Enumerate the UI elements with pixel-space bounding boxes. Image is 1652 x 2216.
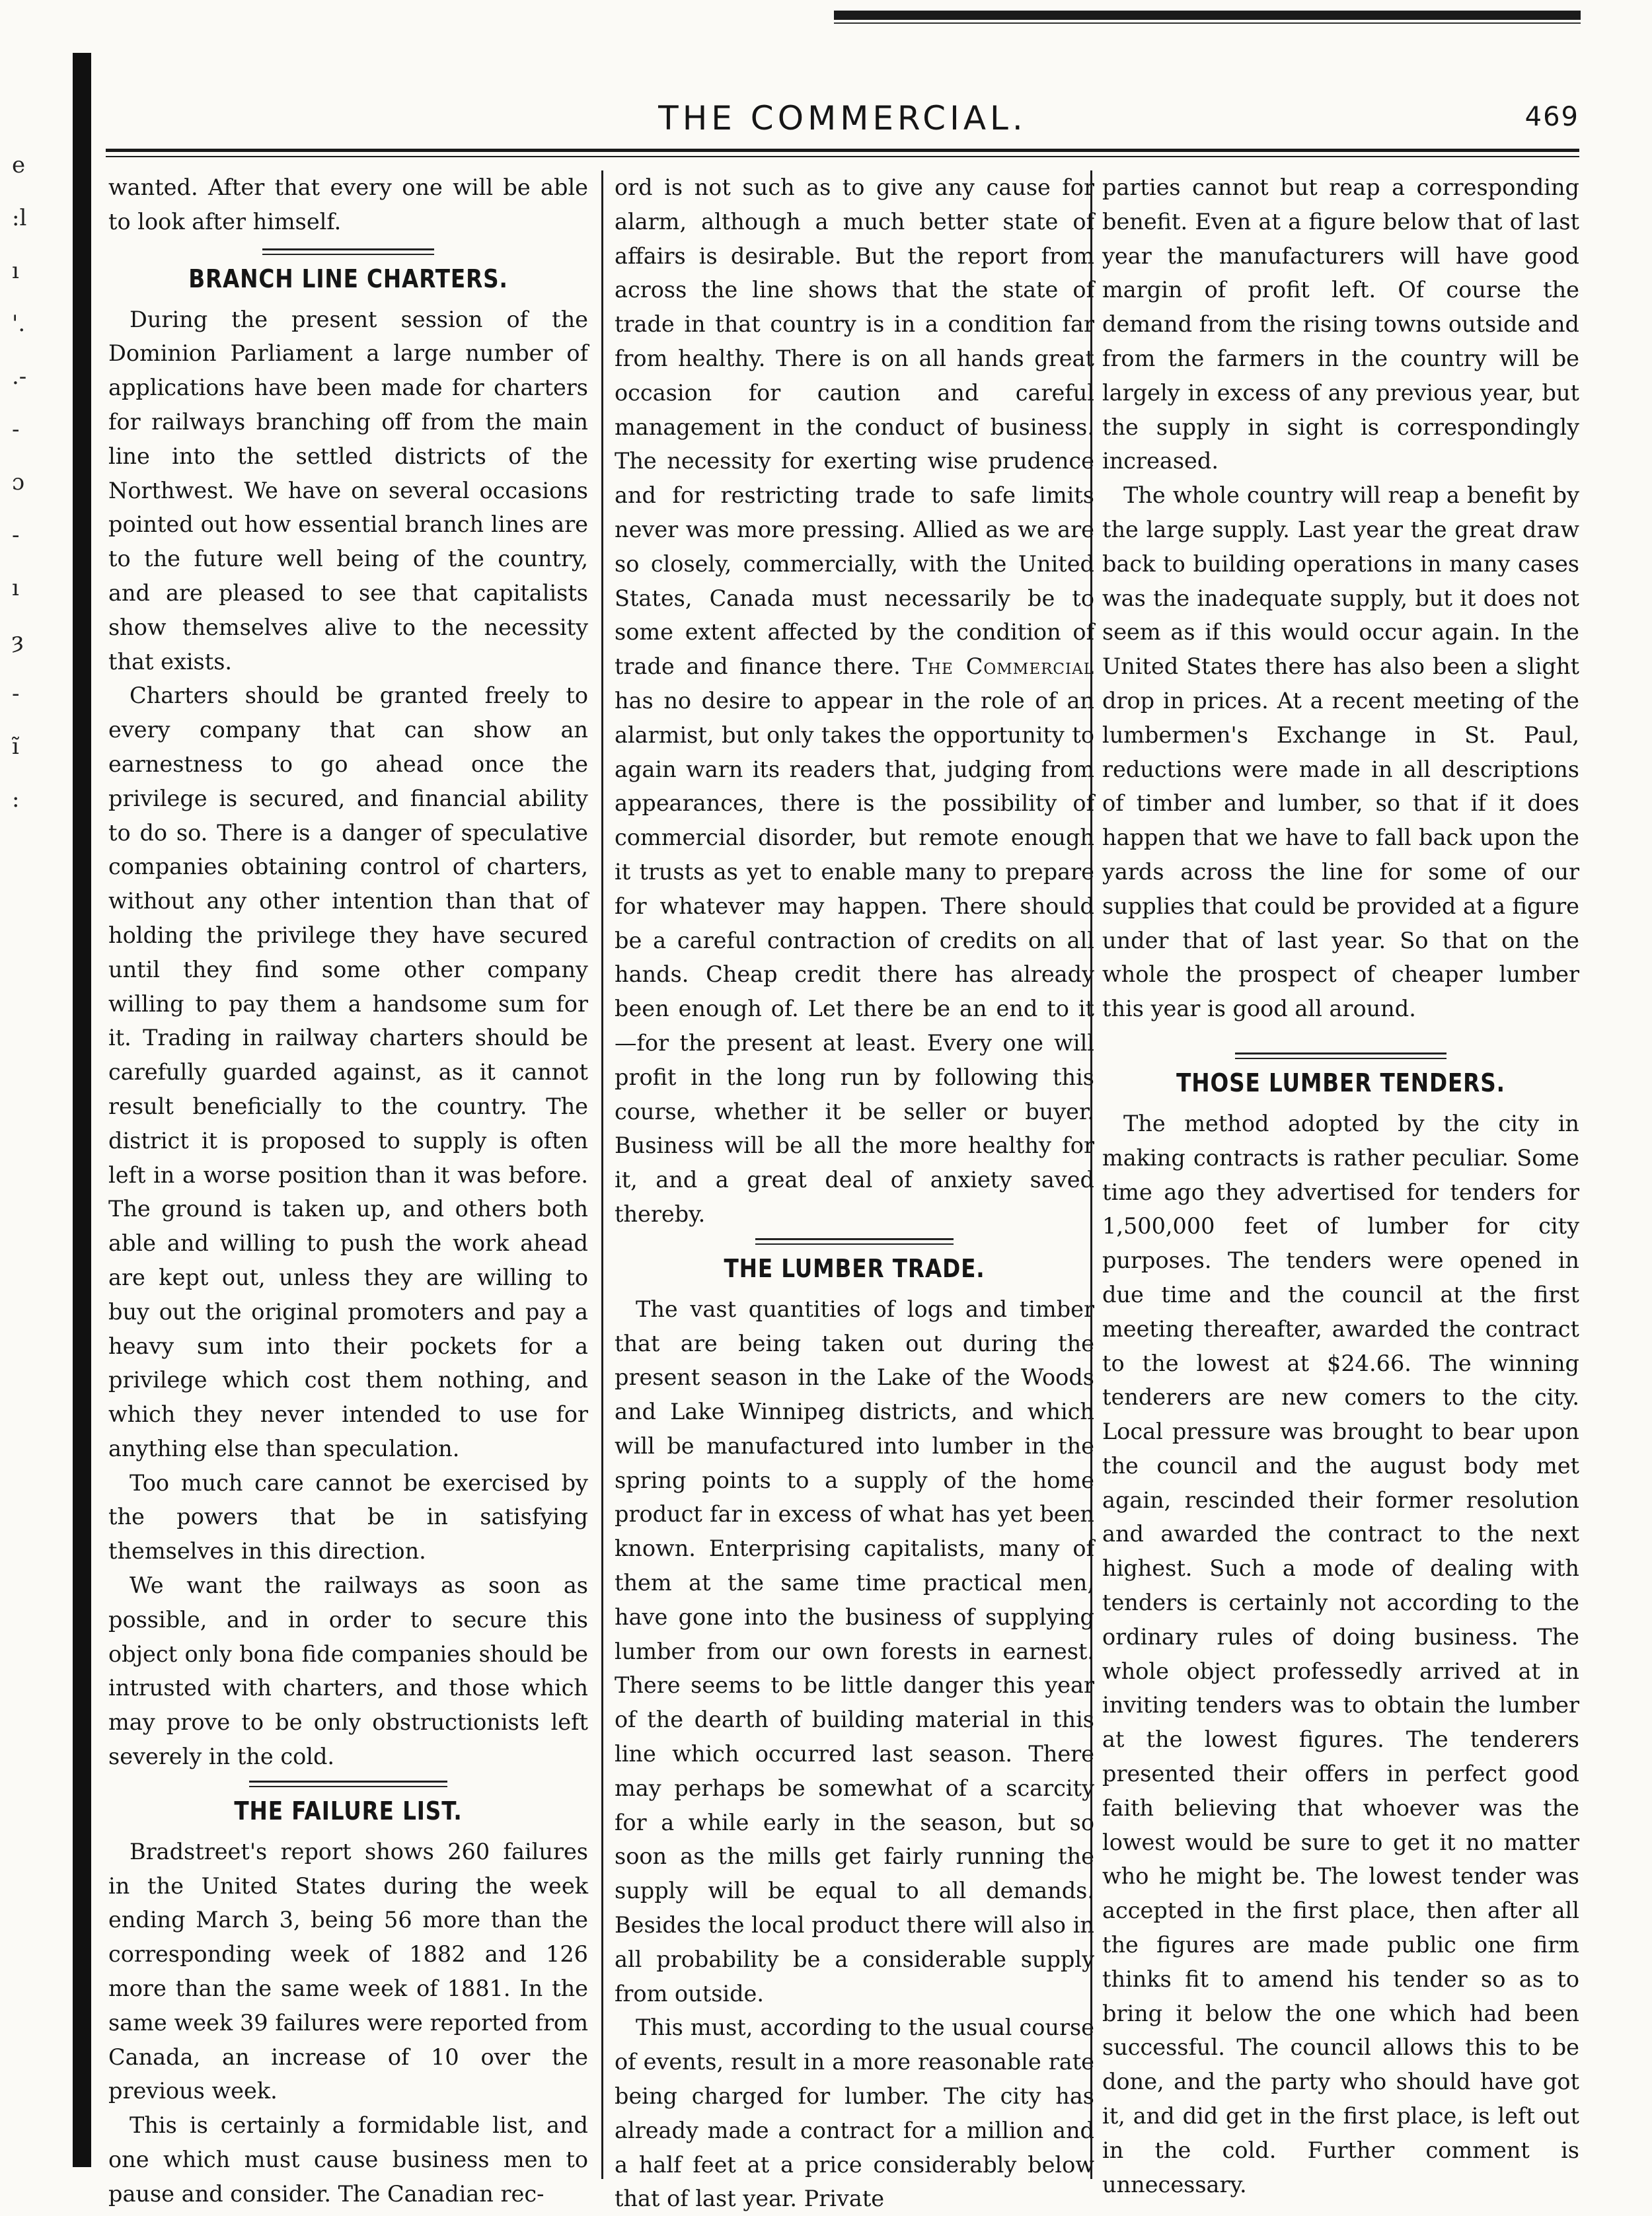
publication-name: The Commercial [912,653,1094,680]
article-paragraph: This is certainly a formidable list, and one which must cause business men to pause and consider. The Canadian rec- [108,2112,588,2207]
margin-mark: e [12,152,26,178]
continuation-text: has no desire to appear in the role of an alarmist, but only takes the opportunity to again warn its readers that, judging from appearances, there is the possibility of commercial disorder, but remote enough it trusts as yet to enable many to prepare for whatever may happen. There should be a careful contraction of credits on all hands. Cheap credit there has already been enough of. Let there be an end to it—for the present at least. Every one will profit in the long run by following this course, whether it be seller or buyer. Business will be all the more healthy for it, and a great deal of anxiety saved thereby. [615,687,1094,1227]
top-border-rule-thin [834,22,1581,24]
article-paragraph: We want the railways as soon as possible, and in order to secure this object only bona fide companies should be intrusted with charters, and those which may prove to be only obstructionists left severely in the cold. [108,1572,588,1770]
article-heading: THE FAILURE LIST. [234,1796,463,1826]
article-continuation: parties cannot but reap a corresponding benefit. Even at a figure below that of last year the manufacturers will have good margin of profit left. Of course the demand from the rising towns outside and from the farmers in the country will be largely in excess of any previous year, but the supply in sight is correspondingly increased. [1102,174,1579,474]
margin-mark: ı [12,258,19,284]
column-2 [615,170,1094,2212]
margin-mark: ĩ [12,733,19,760]
section-divider [1235,1053,1446,1059]
margin-mark: - [12,681,20,707]
article-heading: BRANCH LINE CHARTERS. [188,264,508,293]
continuation-text: ord is not such as to give any cause for alarm, although a much better state of affairs is desirable. But the report from across the line shows that the state of trade in that country is in a condition far from healthy. There is on all hands great occasion for caution and careful management in the conduct of business. The necessity for exerting wise prudence and for restricting trade to safe limits never was more pressing. Allied as we are so closely, commercially, with the United States, Canada must necessarily be to some extent affected by the condition of trade and finance there. [615,174,1094,680]
masthead [106,99,1579,145]
margin-mark: - [12,522,20,548]
article-paragraph: The vast quantities of logs and timber that are being taken out during the present season in the Lake of the Woods and Lake Winnipeg districts, and which will be manufactured into lumber in the spring points to a supply of the home product far in excess of what has yet been known. Enterprising capitalists, many of them at the same time practical men, have gone into the business of supplying lumber from our own forests in earnest. There seems to be little danger this year of the dearth of building material in this line which occurred last season. There may perhaps be somewhat of a scarcity for a while early in the season, but so soon as the mills get fairly running the supply will be equal to all demands. Besides the local product there will also in all probability be a considerable supply from outside. [615,1296,1094,2007]
column-1 [108,170,588,2207]
article-paragraph: Too much care cannot be exercised by the powers that be in satisfying themselves in this direction. [108,1469,588,1565]
section-divider [249,1781,447,1787]
article-continuation: wanted. After that every one will be able to look after himself. [108,174,588,235]
article-paragraph: The whole country will reap a benefit by the large supply. Last year the great draw back to building operations in many cases was the inadequate supply, but it does not seem as if this would occur again. In the United States there has also been a slight drop in prices. At a recent meeting of the lumbermen's Exchange in St. Paul, reductions were made in all descriptions of timber and lumber, so that if it does happen that we have to fall back upon the yards across the line for some of our supplies that could be provided at a figure under that of last year. So that on the whole the prospect of cheaper lumber this year is good all around. [1102,482,1579,1022]
margin-mark: :l [12,205,27,231]
article-continuation [615,170,1094,1232]
margin-mark: '. [12,311,26,337]
article-paragraph: During the present session of the Dominion Parliament a large number of applications have been made for charters for railways branching off from the main line into the settled districts of the Northwest. We have on several occasions pointed out how essential branch lines are to the future well being of the country, and are pleased to see that capitalists show themselves alive to the necessity that exists. [108,306,588,675]
margin-mark: ɔ [12,469,25,496]
article-heading: THOSE LUMBER TENDERS. [1176,1068,1505,1097]
column-3 [1102,170,1579,2198]
margin-mark: ȝ [12,628,24,654]
article-paragraph: Charters should be granted freely to every company that can show an earnestness to go ahead once the privilege is secured, and financial ability to do so. There is a danger of speculative companies obtaining control of charters, without any other intention than that of holding the privilege they have secured until they find some other company willing to pay them a handsome sum for it. Trading in railway charters should be carefully guarded against, as it cannot result beneficially to the country. The district it is proposed to supply is often left in a worse position than it was before. The ground is taken up, and others both able and willing to push the work ahead are kept out, unless they are willing to buy out the original promoters and pay a heavy sum into their pockets for a privilege which cost them nothing, and which they never intended to use for anything else than speculation. [108,683,588,1461]
article-paragraph: Bradstreet's report shows 260 failures in the United States during the week ending March 3, being 56 more than the corresponding week of 1882 and 126 more than the same week of 1881. In the same week 39 failures were reported from Canada, an increase of 10 over the previous week. [108,1838,588,2104]
margin-mark: - [12,416,20,443]
masthead-rule [106,149,1579,152]
page-number: 469 [1524,102,1579,132]
newspaper-title: THE COMMERCIAL. [658,99,1027,137]
margin-marks [0,152,46,839]
margin-mark: .- [12,363,27,390]
article-heading: THE LUMBER TRADE. [724,1253,985,1283]
section-divider [755,1238,954,1245]
column-divider [601,170,603,2179]
article-paragraph: The method adopted by the city in making contracts is rather peculiar. Some time ago they advertised for tenders for 1,500,000 feet of lumber for city purposes. The tenders were opened in due time and the council at the first meeting thereafter, awarded the contract to the lowest at $24.66. The winning tenderers are new comers to the city. Local pressure was brought to bear upon the council and the august body met again, rescinded their former resolution and awarded the contract to the next highest. Such a mode of dealing with tenders is certainly not according to the ordinary rules of doing business. The whole object professedly arrived at in inviting tenders was to obtain the lumber at the lowest figures. The tenderers presented their offers in perfect good faith believing that whoever was the lowest would be sure to get it no matter who he might be. The lowest tender was accepted in the first place, then after all the figures are made public one firm thinks fit to amend his tender so as to bring it below the one which had been successful. The council allows this to be done, and the party who should have got it, and did get in the first place, is left out in the cold. Further comment is unnecessary. [1102,1110,1579,2198]
top-border-rule [834,11,1581,20]
margin-mark: ı [12,575,19,601]
masthead-rule-thin [106,156,1579,157]
margin-mark: : [12,786,20,813]
article-paragraph: This must, according to the usual course of events, result in a more reasonable rate being charged for lumber. The city has already made a contract for a million and a half feet at a price considerably below that of last year. Private [615,2014,1094,2212]
section-divider [262,248,434,255]
scan-edge-bar [73,53,91,2167]
